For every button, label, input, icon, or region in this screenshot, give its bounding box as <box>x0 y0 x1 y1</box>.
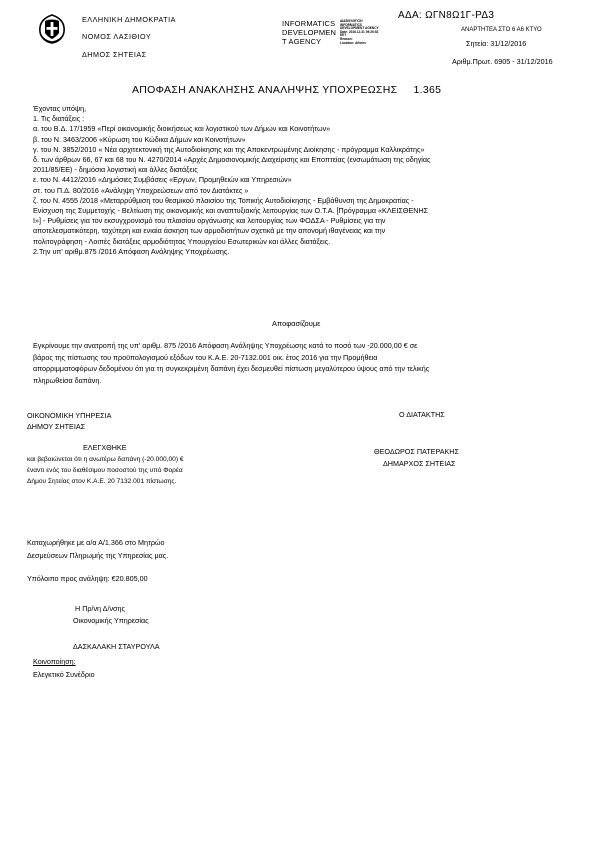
page-title: ΑΠΟΦΑΣΗ ΑΝΑΚΛΗΣΗΣ ΑΝΑΛΗΨΗΣ ΥΠΟΧΡΕΩΣΗΣ 1.365 <box>132 84 442 96</box>
idt-logo <box>282 20 336 46</box>
authorizer-role: Ο ΔΙΑΤΑΚΤΗΣ <box>399 410 445 419</box>
consideration-line: αποτελεσματικότερη, ταχύτερη και ενιαία άσκηση των αρμοδιοτήτων σχετικά με την απονομή ιθαγένειας και την <box>33 226 386 236</box>
finance-certification <box>27 454 184 487</box>
protocol-number: Αριθμ.Πρωτ. 6905 - 31/12/2016 <box>452 57 553 66</box>
signature-info-line: Date: 2016.12.31 09:26:52 <box>340 29 379 34</box>
director-block <box>73 603 149 627</box>
finance-office-line: ΔΗΜΟΥ ΣΗΤΕΙΑΣ <box>27 422 86 431</box>
post-note: ΑΝΑΡΤΗΤΕΑ ΣΤΟ 6 Α6 ΚΤΥΟ <box>461 27 542 33</box>
idt-logo-line: INFORMATICS <box>282 19 336 28</box>
signature-info-line: INFORMATICS <box>340 22 362 27</box>
decision-paragraph <box>33 340 429 386</box>
signature-info-line: Location: Athens <box>340 40 366 45</box>
consideration-line: Ι»] - Ρυθμίσεις για τον εκσυγχρονισμό του πλαισίου οργάνωσης και λειτουργίας των ΦΟΔΣΑ - Ρυθμίσεις για την <box>33 216 386 226</box>
signature-info-line: DEVELOPMENT AGENCY <box>340 26 379 31</box>
digital-signature-info <box>340 20 379 45</box>
consideration-line: 1. Τις διατάξεις : <box>33 114 85 124</box>
ida-code: ΑΔΑ: ΩΓΝ8Ω1Γ-ΡΔ3 <box>398 10 495 21</box>
director-line: Οικονομικής Υπηρεσίας <box>73 616 149 625</box>
decision-line: βάρος της πίστωσης του προϋπολογισμού εξόδων του Κ.Α.Ε. 20-7132.001 οικ. έτος 2016 για την Προμήθεια <box>33 352 378 362</box>
consideration-line: πολιτογράφηση - Λοιπές διατάξεις αρμοδιότητας Υπουργείου Εσωτερικών και άλλες διατάξεις. <box>33 236 331 246</box>
consideration-line: ε. του Ν. 4412/2016 «Δημόσιες Συμβάσεις «Εργων, Προμηθειών και Υπηρεσιών» <box>33 175 292 185</box>
certification-line: και βεβαιώνεται ότι η ανωτέρω δαπάνη (-20.000,00) € <box>27 456 184 463</box>
signature-info-line: ΔΙΑΒΟΥΛΕΥΣΗ <box>340 19 363 23</box>
remaining-amount: Υπόλοιπο προς ανάληψη: €20.805,00 <box>27 574 148 583</box>
place-date: Σητεία: 31/12/2016 <box>466 39 527 48</box>
certification-line: Δήμου Σητείας στον Κ.Α.Ε. 20 7132.001 πίστωσης. <box>27 478 177 485</box>
consideration-line: στ. του Π.Δ. 80/2016 «Ανάληψη Υποχρεώσεων από τον Διατάκτες » <box>33 185 249 195</box>
consideration-line: α. του Β.Δ. 17/1959 «Περί οικονομικής διοικήσεως και λογιστικού των Δήμων και Κοινοτήτων» <box>33 124 331 134</box>
consideration-line: δ. των άρθρων 66, 67 και 68 του Ν. 4270/2014 «Αρχές Δημοσιονομικής Διαχείρισης και Εποπτείας (ενσωμάτωση της οδηγίας <box>33 155 431 165</box>
consideration-line: Έχοντας υπόψη, <box>33 104 87 113</box>
municipality-label: ΔΗΜΟΣ ΣΗΤΕΙΑΣ <box>82 50 147 59</box>
notify-label: Κοινοποίηση: <box>33 657 76 666</box>
director-line: Η Πρ/νη Δ/νσης <box>75 604 125 613</box>
prefecture-label: ΝΟΜΟΣ ΛΑΣΙΘΙΟΥ <box>82 32 152 41</box>
registration-note <box>27 537 168 562</box>
republic-label: ΕΛΛΗΝΙΚΗ ΔΗΜΟΚΡΑΤΙΑ <box>82 15 176 24</box>
consideration-line: β. του Ν. 3463/2006 «Κύρωση του Κώδικα Δήμων και Κοινοτήτων» <box>33 134 246 144</box>
checked-label: ΕΛΕΓΧΘΗΚΕ <box>83 443 127 452</box>
decision-line: απορριμματοφόρων δεδομένου ότι για τη συγκεκριμένη δαπάνη έχει δεσμευθεί πίστωση μεγαλύτερου ύψους από την τελικής <box>33 364 430 373</box>
consideration-line: 2011/85/ΕΕ) - δημόσια λογιστική και άλλες διατάξεις <box>33 165 198 175</box>
signature-info-line: Reason: <box>340 36 353 41</box>
registration-line: Καταχωρήθηκε με α/α Α/1.366 στο Μητρώο <box>27 538 165 547</box>
finance-office-line: ΟΙΚΟΝΟΜΙΚΗ ΥΠΗΡΕΣΙΑ <box>27 411 112 420</box>
certification-line: έναντι ενός του διαθέσιμου ποσοστού της υπό Φορέα <box>27 467 183 474</box>
greek-emblem-icon <box>37 13 67 45</box>
finance-office <box>27 410 111 432</box>
decision-line: Εγκρίνουμε την ανατροπή της υπ' αριθμ. 875 /2016 Απόφαση Ανάληψης Υποχρέωσης κατά το ποσό των -20.000,00 € σε <box>33 341 418 350</box>
authorizer-position: ΔΗΜΑΡΧΟΣ ΣΗΤΕΙΑΣ <box>383 459 456 468</box>
notify-recipient: Ελεγκτικό Συνέδριο <box>33 670 95 679</box>
idt-logo-line: DEVELOPMEN <box>282 27 337 37</box>
decide-heading: Αποφασίζουμε <box>272 319 321 328</box>
signature-info-line: EET <box>340 33 347 38</box>
registration-line: Δεσμεύσεων Πληρωμής της Υπηρεσίας μας. <box>27 550 169 560</box>
director-name: ΔΑΣΚΑΛΑΚΗ ΣΤΑΥΡΟΥΛΑ <box>73 642 160 651</box>
consideration-line: 2.Την υπ' αριθμ.875 /2016 Απόφαση Ανάληψης Υποχρέωσης. <box>33 246 230 256</box>
considerations-list <box>33 104 431 257</box>
consideration-line: γ. του Ν. 3852/2010 « Νέα αρχιτεκτονική της Αυτοδιοίκησης και της Αποκεντρωμένης Διοίκησης - πρόγραμμα Καλλικράτης» <box>33 144 425 154</box>
consideration-line: ζ. του Ν. 4555 /2018 «Μεταρρύθμιση του θεσμικού πλαισίου της Τοπικής Αυτοδιοίκησης - Εμβάθυνση της Δημοκρατίας - <box>33 195 414 205</box>
authorizer-name: ΘΕΟΔΩΡΟΣ ΠΑΤΕΡΑΚΗΣ <box>374 447 459 456</box>
idt-logo-line: T AGENCY <box>282 36 322 46</box>
consideration-line: Ενίσχυση της Συμμετοχής - Βελτίωση της οικονομικής και αναπτυξιακής λειτουργίας των Ο.Τ.Α. [Πρόγραμμα «ΚΛΕΙΣΘΕΝΗΣ <box>33 206 429 216</box>
decision-line: πληρωθείσα δαπάνη. <box>33 375 102 385</box>
